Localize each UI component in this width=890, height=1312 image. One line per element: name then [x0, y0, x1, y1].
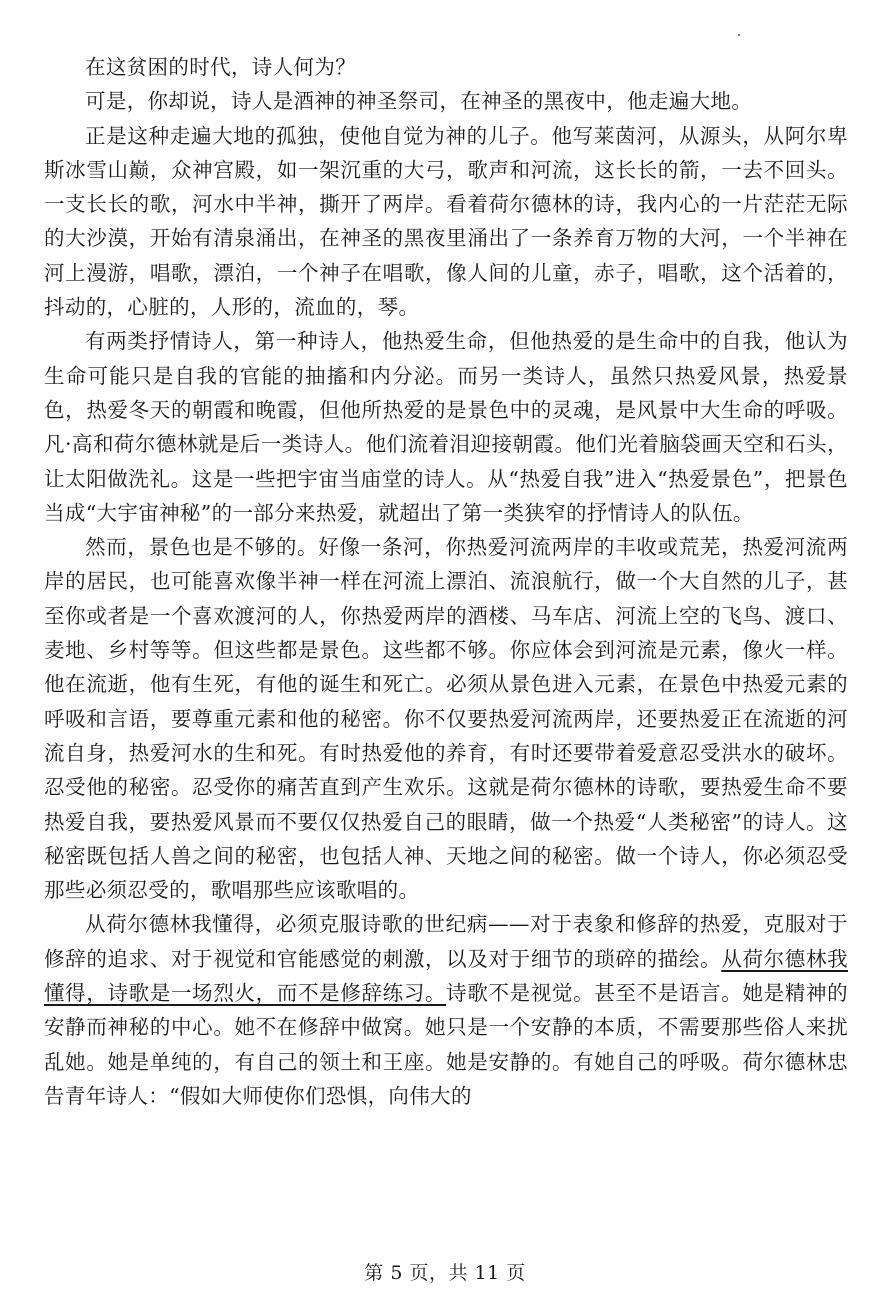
paragraph-3: 正是这种走遍大地的孤独，使他自觉为神的儿子。他写莱茵河，从源头，从阿尔卑斯冰雪山巅，众神宫殿，如一架沉重的大弓，歌声和河流，这长长的箭，一去不回头。一支长长的歌，河水中半神，撕开了两岸。看着荷尔德林的诗，我内心的一片茫茫无际的大沙漠，开始有清泉涌出，在神圣的黑夜里涌出了一条养育万物的大河，一个半神在河上漫游，唱歌，漂泊，一个神子在唱歌，像人间的儿童，赤子，唱歌，这个活着的，抖动的，心脏的，人形的，流血的，琴。 [44, 123, 848, 320]
page-number-footer: 第 5 页，共 11 页 [364, 1262, 526, 1284]
paragraph-6-lead: 从荷尔德林我懂得，必须克服诗歌的世纪病——对于表象和修辞的热爱，克服对于修辞的追求、对于视觉和官能感觉的刺激，以及对于细节的琐碎的描绘。 [44, 912, 848, 971]
paragraph-6-rest: 诗歌不是视觉。甚至不是语言。她是精神的安静而神秘的中心。她不在修辞中做窝。她只是一个安静的本质，不需要那些俗人来扰乱她。她是单纯的，有自己的领土和王座。她是安静的。有她自己的呼吸。荷尔德林忠告青年诗人：“假如大师使你们恐惧，向伟大的 [44, 981, 848, 1108]
scan-speck [738, 34, 740, 36]
paragraph-2: 可是，你却说，诗人是酒神的神圣祭司，在神圣的黑夜中，他走遍大地。 [85, 89, 753, 114]
paragraph-4: 有两类抒情诗人，第一种诗人，他热爱生命，但他热爱的是生命中的自我，他认为生命可能只是自我的官能的抽搐和内分泌。而另一类诗人，虽然只热爱风景，热爱景色，热爱冬天的朝霞和晚霞，但他所热爱的是景色中的灵魂，是风景中大生命的呼吸。凡·高和荷尔德林就是后一类诗人。他们流着泪迎接朝霞。他们光着脑袋画天空和石头，让太阳做洗礼。这是一些把宇宙当庙堂的诗人。从“热爱自我”进入“热爱景色”，把景色当成“大宇宙神秘”的一部分来热爱，就超出了第一类狭窄的抒情诗人的队伍。 [44, 329, 848, 525]
paragraph-6 [44, 907, 848, 1113]
underlined-sentence: 从荷尔德林我懂得，诗歌是一场烈火，而不是修辞练习。 [44, 946, 848, 1006]
paragraph-1: 在这贫困的时代，诗人何为？ [85, 55, 357, 79]
body-text [44, 50, 848, 1113]
paragraph-5: 然而，景色也是不够的。好像一条河，你热爱河流两岸的丰收或荒芜，热爱河流两岸的居民，也可能喜欢像半神一样在河流上漂泊、流浪航行，做一个大自然的儿子，甚至你或者是一个喜欢渡河的人，你热爱两岸的酒楼、马车店、河流上空的飞鸟、渡口、麦地、乡村等等。但这些都是景色。这些都不够。你应体会到河流是元素，像火一样。他在流逝，他有生死，有他的诞生和死亡。必须从景色进入元素，在景色中热爱元素的呼吸和言语，要尊重元素和他的秘密。你不仅要热爱河流两岸，还要热爱正在流逝的河流自身，热爱河水的生和死。有时热爱他的养育，有时还要带着爱意忍受洪水的破坏。忍受他的秘密。忍受你的痛苦直到产生欢乐。这就是荷尔德林的诗歌，要热爱生命不要热爱自我，要热爱风景而不要仅仅热爱自己的眼睛，做一个热爱“人类秘密”的诗人。这秘密既包括人兽之间的秘密，也包括人神、天地之间的秘密。做一个诗人，你必须忍受那些必须忍受的，歌唱那些应该歌唱的。 [44, 535, 848, 903]
